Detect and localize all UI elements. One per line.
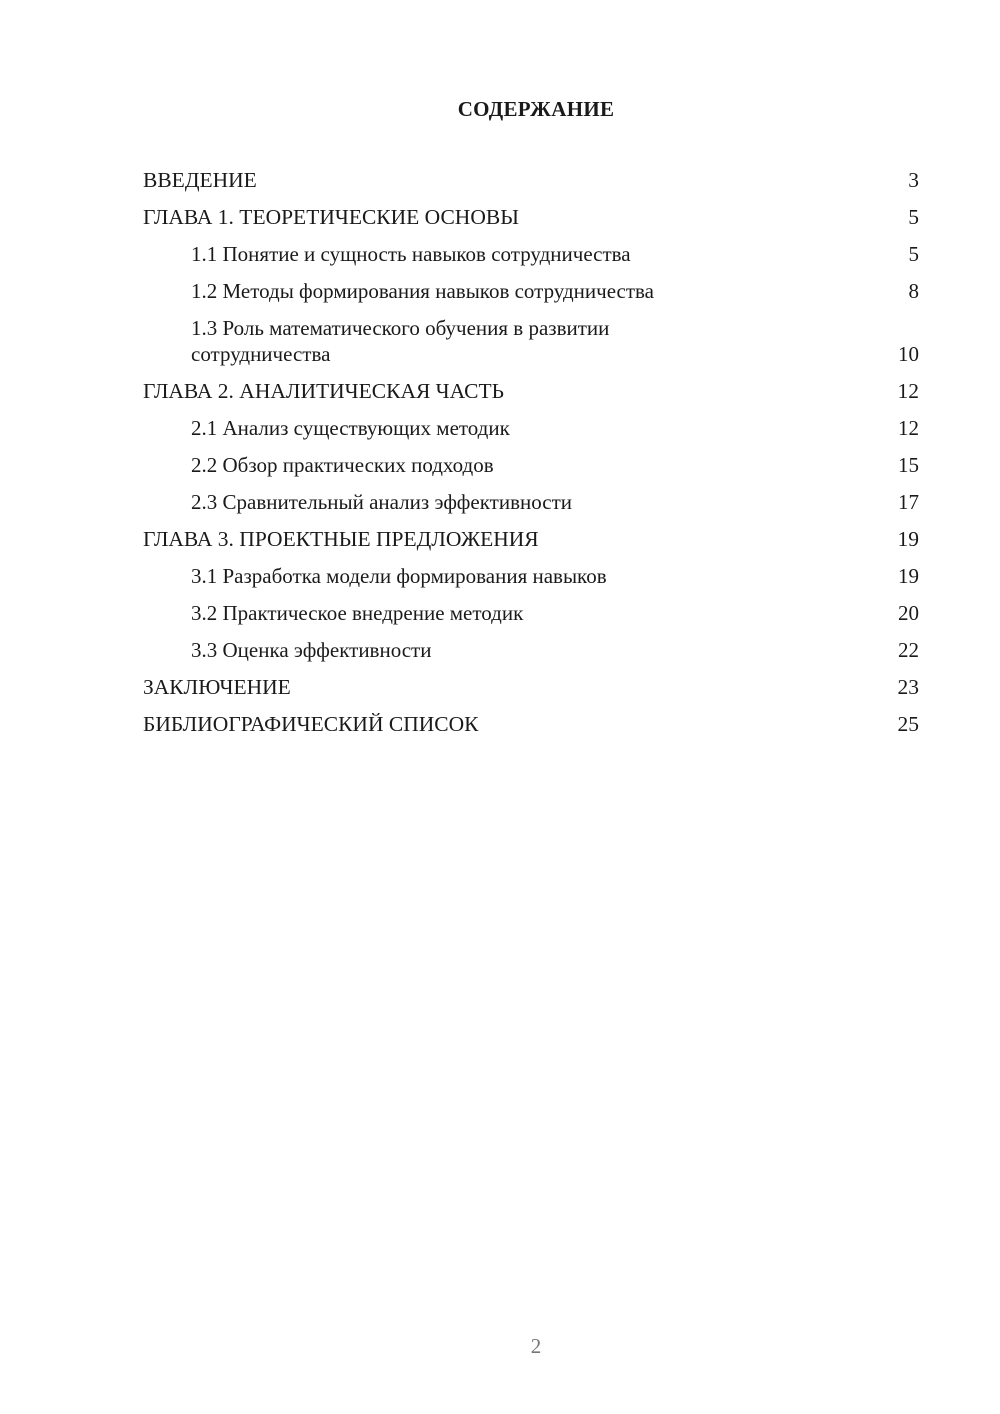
toc-entry-section-2-1[interactable] [143,415,919,441]
toc-entry-text: ЗАКЛЮЧЕНИЕ [143,675,291,699]
toc-entry-page: 19 [897,527,919,551]
toc-entry-text: БИБЛИОГРАФИЧЕСКИЙ СПИСОК [143,712,479,736]
toc-entry-page: 3 [908,168,919,192]
toc-entry-page: 5 [908,242,919,266]
toc-entry-chapter-1[interactable] [143,204,919,230]
table-of-contents [143,167,919,748]
toc-entry-text: 2.1 Анализ существующих методик [191,416,510,440]
toc-entry-text: ГЛАВА 2. АНАЛИТИЧЕСКАЯ ЧАСТЬ [143,379,504,403]
toc-entry-text: ВВЕДЕНИЕ [143,168,257,192]
toc-entry-section-1-3[interactable] [143,315,919,367]
toc-entry-page: 5 [908,205,919,229]
toc-entry-page: 19 [898,564,919,588]
toc-entry-page: 23 [897,675,919,699]
toc-entry-conclusion[interactable] [143,674,919,700]
toc-entry-text: 1.2 Методы формирования навыков сотрудничества [191,279,655,303]
toc-entry-section-1-1[interactable] [143,241,919,267]
toc-entry-page: 12 [898,416,919,440]
toc-entry-page: 12 [897,379,919,403]
toc-entry-bibliography[interactable] [143,711,919,737]
toc-entry-section-1-2[interactable] [143,278,919,304]
toc-heading: СОДЕРЖАНИЕ [457,97,615,121]
toc-entry-text: 2.2 Обзор практических подходов [191,453,494,477]
toc-entry-section-2-2[interactable] [143,452,919,478]
toc-entry-page: 20 [898,601,919,625]
toc-entry-text: ГЛАВА 1. ТЕОРЕТИЧЕСКИЕ ОСНОВЫ [143,205,519,229]
toc-entry-page: 15 [898,453,919,477]
page-number: 2 [530,1334,542,1358]
toc-entry-text: 2.3 Сравнительный анализ эффективности [191,490,572,514]
toc-entry-text: 3.1 Разработка модели формирования навыков [191,564,607,588]
toc-entry-section-3-1[interactable] [143,563,919,589]
toc-entry-page: 10 [898,342,919,366]
toc-entry-text: 3.2 Практическое внедрение методик [191,601,524,625]
toc-entry-text: ГЛАВА 3. ПРОЕКТНЫЕ ПРЕДЛОЖЕНИЯ [143,527,539,551]
toc-entry-text: 3.3 Оценка эффективности [191,638,432,662]
toc-entry-text: 1.1 Понятие и сущность навыков сотрудничества [191,242,631,266]
toc-entry-chapter-2[interactable] [143,378,919,404]
toc-entry-page: 8 [908,279,919,303]
toc-entry-introduction[interactable] [143,167,919,193]
toc-entry-page: 22 [898,638,919,662]
toc-entry-section-2-3[interactable] [143,489,919,515]
toc-entry-text: 1.3 Роль математического обучения в развитии сотрудничества [191,316,610,366]
toc-entry-section-3-3[interactable] [143,637,919,663]
toc-entry-section-3-2[interactable] [143,600,919,626]
toc-entry-chapter-3[interactable] [143,526,919,552]
toc-entry-page: 25 [897,712,919,736]
toc-entry-page: 17 [898,490,919,514]
